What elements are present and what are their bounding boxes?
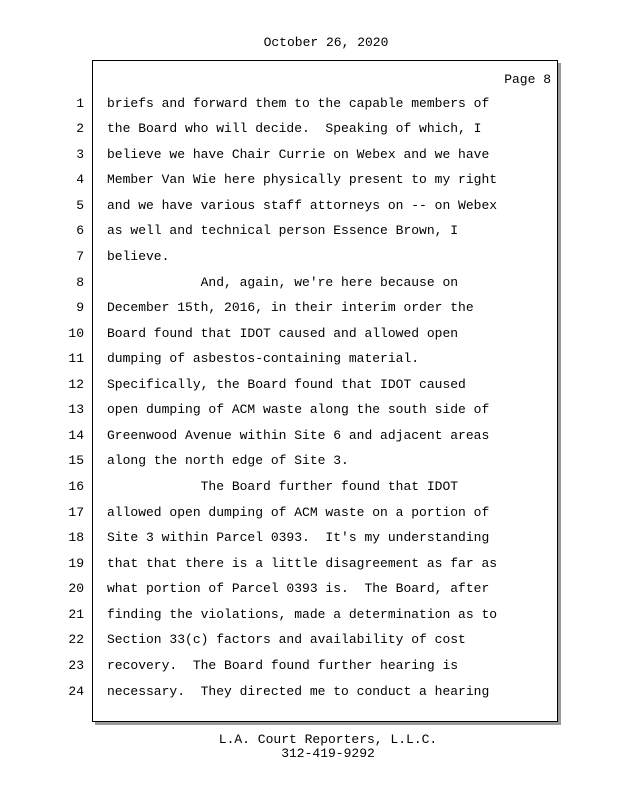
- line-number: 13: [68, 402, 84, 417]
- transcript-line: And, again, we're here because on: [107, 275, 459, 290]
- transcript-line: along the north edge of Site 3.: [107, 453, 349, 468]
- line-number: 12: [68, 377, 84, 392]
- transcript-line: what portion of Parcel 0393 is. The Board, after: [107, 581, 490, 596]
- transcript-line: and we have various staff attorneys on -- on Webex: [107, 198, 498, 213]
- transcript-line: that that there is a little disagreement as far as: [107, 556, 498, 571]
- footer: [0, 733, 618, 761]
- line-number: 2: [76, 121, 84, 136]
- line-number: 8: [76, 275, 84, 290]
- transcript-line: briefs and forward them to the capable members of: [107, 96, 490, 111]
- line-number: 14: [68, 428, 84, 443]
- court-reporter-name: L.A. Court Reporters, L.L.C.: [218, 732, 438, 747]
- line-number: 24: [68, 684, 84, 699]
- transcript-date: October 26, 2020: [263, 35, 389, 50]
- transcript-line: Greenwood Avenue within Site 6 and adjacent areas: [107, 428, 490, 443]
- transcript-line: allowed open dumping of ACM waste on a portion of: [107, 505, 490, 520]
- line-number: 20: [68, 581, 84, 596]
- transcript-line: The Board further found that IDOT: [107, 479, 459, 494]
- transcript-line: as well and technical person Essence Brown, I: [107, 223, 459, 238]
- line-number: 6: [76, 223, 84, 238]
- line-number: 5: [76, 198, 84, 213]
- line-number: 10: [68, 326, 84, 341]
- line-number: 1: [76, 96, 84, 111]
- court-reporter-phone: 312-419-9292: [281, 746, 375, 761]
- line-number: 16: [68, 479, 84, 494]
- line-number: 4: [76, 172, 84, 187]
- transcript-line: finding the violations, made a determination as to: [107, 607, 498, 622]
- transcript-line: dumping of asbestos-containing material.: [107, 351, 420, 366]
- transcript-line: believe we have Chair Currie on Webex and we have: [107, 147, 490, 162]
- line-number: 15: [68, 453, 84, 468]
- line-number: 18: [68, 530, 84, 545]
- transcript-line: believe.: [107, 249, 170, 264]
- line-number: 21: [68, 607, 84, 622]
- line-number: 17: [68, 505, 84, 520]
- transcript-line: open dumping of ACM waste along the south side of: [107, 402, 490, 417]
- line-number: 7: [76, 249, 84, 264]
- line-number: 9: [76, 300, 84, 315]
- transcript-line: December 15th, 2016, in their interim order the: [107, 300, 474, 315]
- transcript-line: Site 3 within Parcel 0393. It's my understanding: [107, 530, 490, 545]
- line-number: 19: [68, 556, 84, 571]
- transcript-line: Section 33(c) factors and availability of cost: [107, 632, 466, 647]
- transcript-line: Specifically, the Board found that IDOT caused: [107, 377, 466, 392]
- line-number: 3: [76, 147, 84, 162]
- line-number: 11: [68, 351, 84, 366]
- transcript-line: necessary. They directed me to conduct a hearing: [107, 684, 490, 699]
- transcript-line: the Board who will decide. Speaking of which, I: [107, 121, 482, 136]
- transcript-line: Member Van Wie here physically present to my right: [107, 172, 498, 187]
- page-number: Page 8: [504, 72, 551, 87]
- line-number: 22: [68, 632, 84, 647]
- transcript-line: recovery. The Board found further hearing is: [107, 658, 459, 673]
- line-number: 23: [68, 658, 84, 673]
- transcript-line: Board found that IDOT caused and allowed open: [107, 326, 459, 341]
